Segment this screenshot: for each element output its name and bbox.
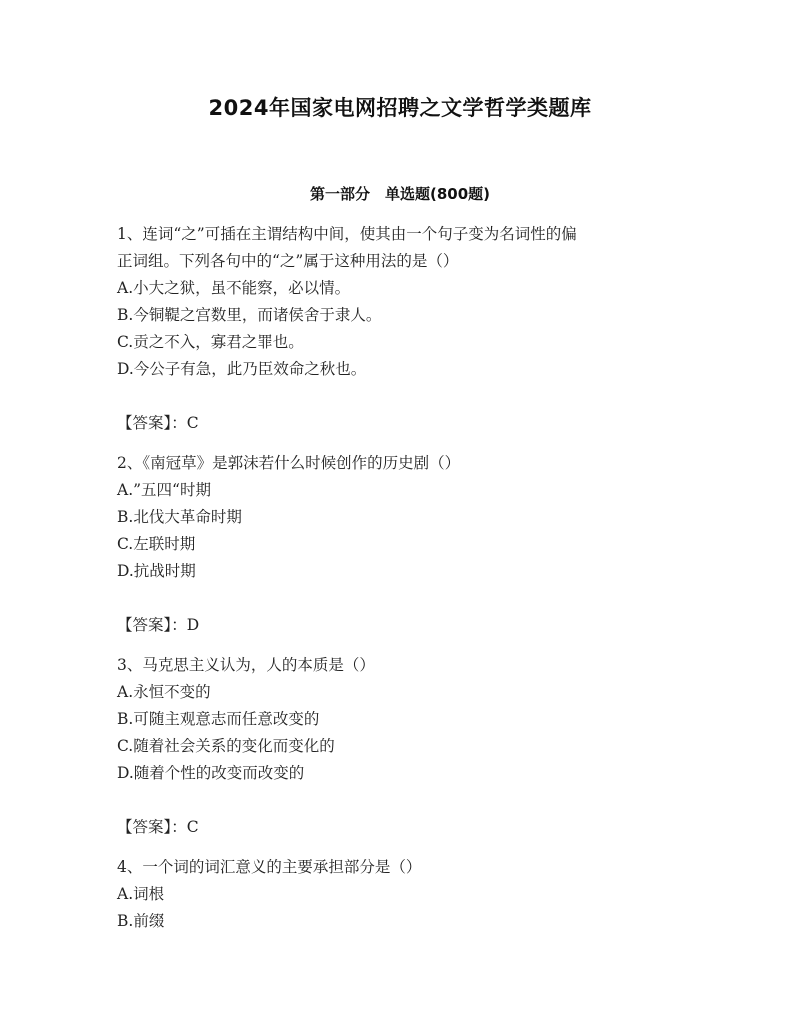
option-a: A.永恒不变的 [117, 683, 211, 701]
option-c: C.随着社会关系的变化而变化的 [117, 737, 335, 755]
option-b: B.北伐大革命时期 [117, 508, 242, 526]
section-heading: 第一部分 单选题(800题) [309, 185, 491, 203]
option-a: A.词根 [117, 885, 165, 903]
question-1 [117, 221, 697, 450]
option-a: A.小大之狱，虽不能察，必以情。 [117, 279, 351, 297]
question-stem: 2、《南冠草》是郭沫若什么时候创作的历史剧（） [117, 454, 461, 472]
option-b: B.今铜鞮之宫数里，而诸侯舍于隶人。 [117, 306, 382, 324]
question-stem: 正词组。下列各句中的“之”属于这种用法的是（） [117, 252, 459, 270]
question-3 [117, 652, 697, 854]
answer-value: C [186, 414, 199, 432]
question-list [117, 221, 697, 935]
answer-line [117, 410, 697, 437]
question-stem: 1、连词“之”可插在主谓结构中间，使其由一个句子变为名词性的偏 [117, 225, 577, 243]
option-c: C.左联时期 [117, 535, 196, 553]
answer-line [117, 612, 697, 639]
option-b: B.可随主观意志而任意改变的 [117, 710, 320, 728]
question-stem: 3、马克思主义认为，人的本质是（） [117, 656, 375, 674]
option-d: D.抗战时期 [117, 562, 196, 580]
option-d: D.随着个性的改变而改变的 [117, 764, 305, 782]
option-c: C.贡之不入，寡君之罪也。 [117, 333, 304, 351]
option-b: B.前缀 [117, 912, 165, 930]
question-stem: 4、一个词的词汇意义的主要承担部分是（） [117, 858, 422, 876]
answer-label: 【答案】： [117, 818, 187, 836]
answer-value: D [186, 616, 200, 634]
option-a: A.”五四“时期 [117, 481, 211, 499]
question-4 [117, 854, 697, 935]
answer-label: 【答案】： [117, 616, 187, 634]
answer-line [117, 814, 697, 841]
answer-value: C [186, 818, 199, 836]
question-2 [117, 450, 697, 652]
answer-label: 【答案】： [117, 414, 187, 432]
option-d: D.今公子有急，此乃臣效命之秋也。 [117, 360, 367, 378]
document-title: 2024年国家电网招聘之文学哲学类题库 [208, 96, 592, 120]
